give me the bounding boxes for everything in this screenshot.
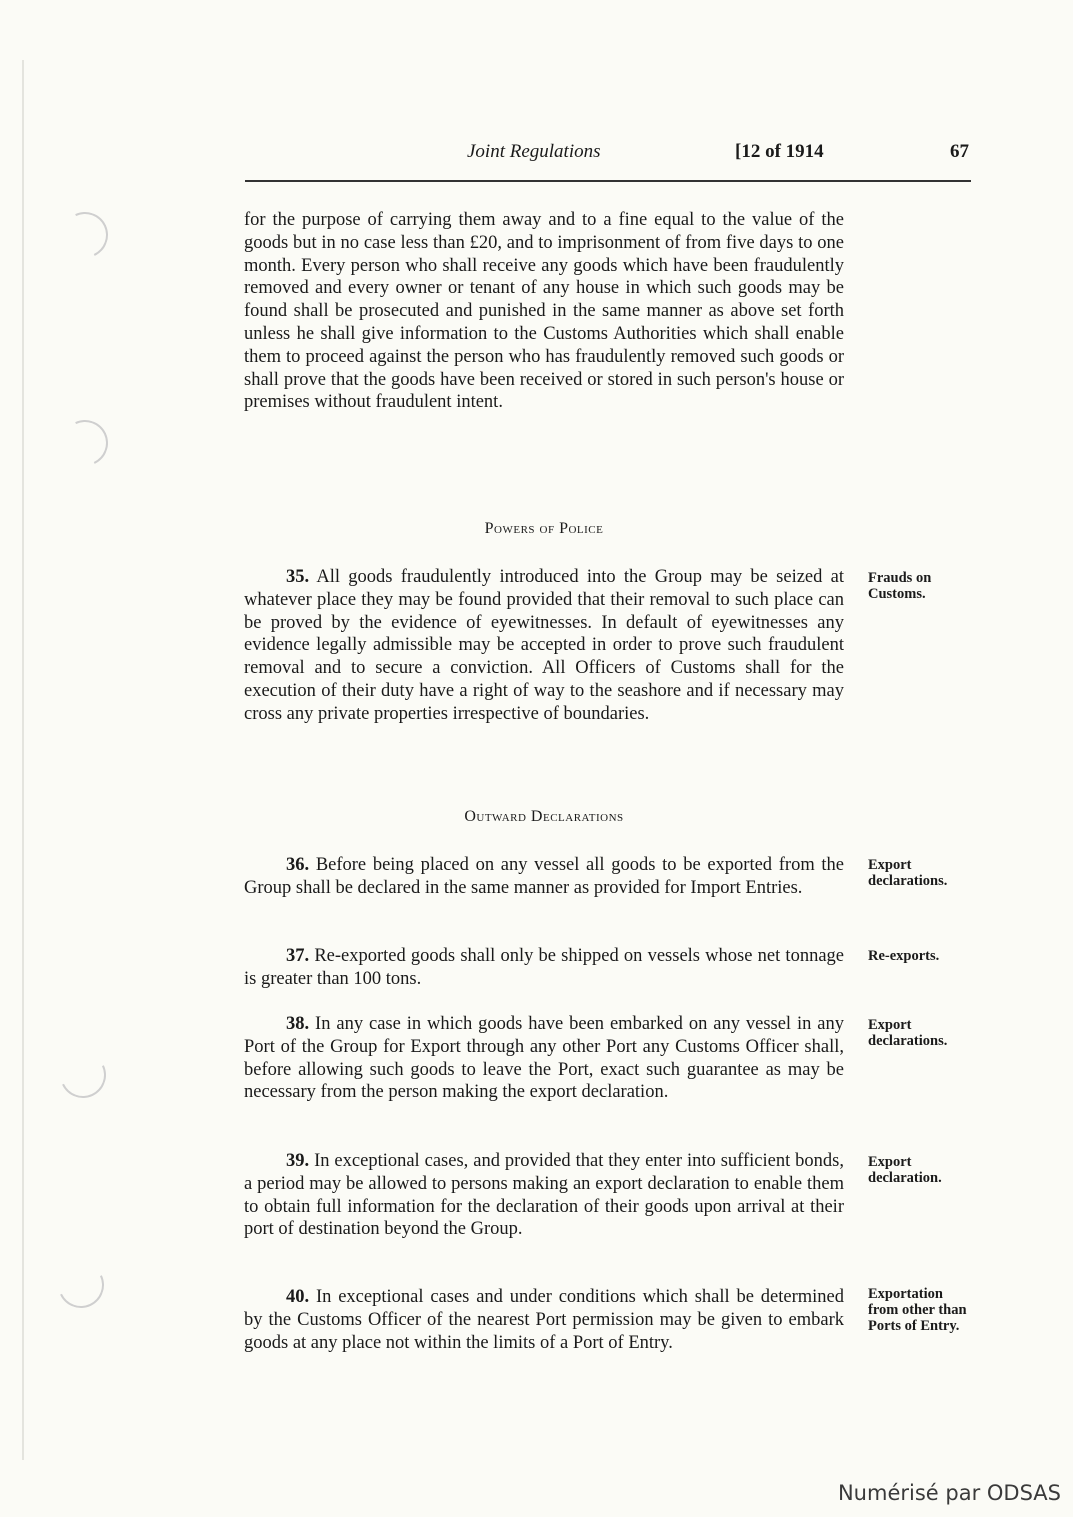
running-header [245, 141, 971, 167]
punch-hole-mark [56, 206, 115, 265]
section-heading-powers-of-police: Powers of Police [484, 520, 604, 537]
punch-hole-mark [52, 1256, 111, 1315]
margin-note-39: Export declaration. [868, 1154, 942, 1186]
paragraph-35 [244, 566, 844, 726]
paragraph-text: Before being placed on any vessel all goods to be exported from the Group shall be declared in the same manner as provided for Import Entries. [244, 855, 844, 898]
continuation-paragraph [244, 209, 844, 414]
paragraph-number: 37. [286, 946, 310, 966]
paragraph-40 [244, 1286, 844, 1354]
header-title: Joint Regulations [467, 141, 601, 162]
punch-hole-mark [56, 414, 115, 473]
paragraph-text: In any case in which goods have been embarked on any vessel in any Port of the Group for Export through any other Port any Customs Officer shall, before allowing such goods to leave the Port, exact such guarantee as may be necessary from the person making the export declaration. [244, 1014, 845, 1103]
section-heading-outward-declarations: Outward Declarations [464, 808, 624, 825]
header-rule [245, 180, 971, 182]
margin-note-40: Exportation from other than Ports of Entry. [868, 1286, 967, 1334]
paragraph-number: 40. [286, 1287, 310, 1307]
paragraph-38 [244, 1013, 844, 1104]
paragraph-37 [244, 945, 844, 991]
header-act-reference: [12 of 1914 [735, 141, 824, 162]
margin-note-35: Frauds on Customs. [868, 570, 932, 602]
margin-note-37: Re-exports. [868, 948, 940, 964]
paragraph-number: 35. [286, 567, 310, 587]
paragraph-text: All goods fraudulently introduced into the Group may be seized at whatever place they may be found provided that their removal to such place can be proved by the evidence of eyewitnesses. In default of eyewitnesses any evidence legally admissible may be accepted in order to prove such fraudulent removal and to secure a conviction. All Officers of Customs shall for the execution of their duty have a right of way to the seashore and if necessary may cross any private properties irrespective of boundaries. [244, 567, 845, 724]
paragraph-36 [244, 854, 844, 900]
punch-hole-mark [54, 1046, 113, 1105]
paragraph-text: Re-exported goods shall only be shipped on vessels whose net tonnage is greater than 100 tons. [244, 946, 844, 989]
continuation-text: for the purpose of carrying them away and to a fine equal to the value of the goods but in no case less than £20, and to imprisonment of from five days to one month. Every person who shall receive any goods which have been fraudulently removed and every owner or tenant of any house in which such goods may be found shall be prosecuted and punished in the same manner as above set forth unless he shall give information to the Customs Authorities which shall enable them to proceed against the person who has fraudulently removed such goods or shall prove that the goods have been received or stored in such person's house or premises without fraudulent intent. [244, 210, 844, 413]
page-number: 67 [950, 141, 969, 162]
margin-note-38: Export declarations. [868, 1017, 948, 1049]
margin-note-36: Export declarations. [868, 857, 948, 889]
paragraph-text: In exceptional cases, and provided that they enter into sufficient bonds, a period may be allowed to persons making an export declaration to enable them to obtain full information for the declaration of their goods upon arrival at their port of destination beyond the Group. [244, 1151, 844, 1240]
paragraph-39 [244, 1150, 844, 1241]
paragraph-number: 36. [286, 855, 310, 875]
paragraph-text: In exceptional cases and under conditions which shall be determined by the Customs Officer of the nearest Port permission may be given to embark goods at any place not within the limits of a Port of Entry. [244, 1287, 844, 1353]
paragraph-number: 39. [286, 1151, 310, 1171]
digitization-credit: Numérisé par ODSAS [837, 1481, 1061, 1505]
page-edge-shadow [22, 60, 24, 1460]
paragraph-number: 38. [286, 1014, 310, 1034]
